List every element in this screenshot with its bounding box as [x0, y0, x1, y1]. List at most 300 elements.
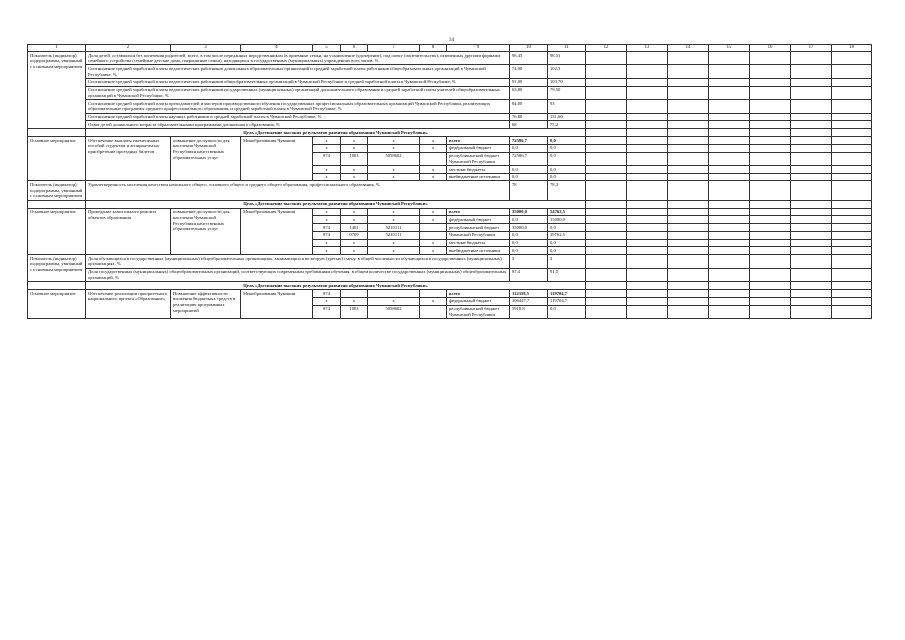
empty-cell: [750, 100, 791, 113]
col-number: 4: [241, 45, 313, 52]
value-col10: 78: [510, 181, 548, 200]
value-col10: 76,80: [510, 113, 548, 121]
empty-cell: [627, 224, 668, 232]
empty-cell: [791, 113, 832, 121]
empty-cell: [791, 282, 832, 290]
code-section: x: [341, 173, 368, 181]
code-target: x: [368, 173, 420, 181]
empty-cell: [791, 144, 832, 152]
empty-cell: [586, 216, 627, 224]
indicator-row: [28, 255, 872, 268]
empty-cell: [668, 78, 709, 86]
empty-cell: [586, 166, 627, 174]
column-number-row: [28, 45, 872, 52]
event-type: Основное мероприятие: [28, 208, 86, 254]
funding-source: местные бюджеты: [447, 166, 510, 174]
value-col10: 98,45: [510, 52, 548, 65]
empty-cell: [627, 216, 668, 224]
empty-cell: [668, 239, 709, 247]
empty-cell: [586, 144, 627, 152]
empty-cell: [627, 239, 668, 247]
code-target: x: [368, 144, 420, 152]
empty-cell: [709, 255, 750, 268]
empty-cell: [750, 239, 791, 247]
empty-cell: [791, 78, 832, 86]
value-col11: 98,51: [548, 52, 586, 65]
empty-cell: [668, 305, 709, 318]
event-executor: Минобразования Чувашии: [241, 137, 313, 181]
value-col10: 0,0: [510, 144, 548, 152]
empty-cell: [832, 166, 872, 174]
col-number: 1: [28, 45, 86, 52]
value-col10: 74,00: [510, 65, 548, 78]
goal-heading: Цель «Достижение высоких результатов развития образования Чувашской Республики»: [86, 282, 586, 290]
empty-cell: [709, 86, 750, 99]
indicator-row: [28, 65, 872, 78]
goal-row: [28, 200, 872, 208]
indicator-row: [28, 86, 872, 99]
col-number: 5: [313, 45, 341, 52]
empty-cell: [586, 129, 627, 137]
empty-cell: [791, 100, 832, 113]
empty-cell: [627, 144, 668, 152]
value-col11: 0,0: [548, 144, 586, 152]
empty-cell: [586, 65, 627, 78]
empty-cell: [750, 181, 791, 200]
page-number: 34: [449, 38, 454, 43]
empty-cell: [627, 282, 668, 290]
value-col11: 103,70: [548, 78, 586, 86]
event-task: повышение доступности для населения Чувашской Республики качественных образовательных услуг: [171, 137, 241, 181]
col-number: 9: [447, 45, 510, 52]
code-expense: x: [420, 173, 447, 181]
code-grbs: x: [313, 173, 341, 181]
col-number: 2: [86, 45, 171, 52]
empty-cell: [627, 152, 668, 165]
empty-cell: [791, 208, 832, 216]
event-type: Основное мероприятие: [28, 137, 86, 181]
indicator-text: Соотношение средней заработной платы педагогических работников дошкольных образовательных организаций и средней заработной платы работников общеобразовательных организаций в Чувашской Республике, %: [86, 65, 510, 78]
indicator-text: Доля обучающихся в государственных (муниципальных) общеобразовательных организациях, занимающихся во вторую (третью) смену, в общей численности обучающихся в государственных (муниципальных) организациях, %: [86, 255, 510, 268]
code-grbs: x: [313, 208, 341, 216]
code-section: x: [341, 166, 368, 174]
empty-cell: [668, 255, 709, 268]
empty-cell: [750, 121, 791, 129]
value-col11: 0,0: [548, 152, 586, 165]
empty-cell: [709, 216, 750, 224]
funding-source: федеральный бюджет: [447, 216, 510, 224]
code-target: x: [368, 247, 420, 255]
indicator-row: [28, 268, 872, 281]
code-grbs: 874: [313, 152, 341, 165]
empty-cell: [832, 113, 872, 121]
value-col10: 35000,0: [510, 224, 548, 232]
col-number: 13: [627, 45, 668, 52]
empty-cell: [586, 208, 627, 216]
value-col11: 79,50: [548, 86, 586, 99]
indicator-text: Соотношение средней заработной платы преподавателей и мастеров производственного обучения государственных профессиональных образовательных организаций Чувашской Республики, реализующих образовательные программы среднего профессионального образования, и средней заработной платы в Чувашской Республике, %: [86, 100, 510, 113]
empty-cell: [709, 144, 750, 152]
funding-source: республиканский бюджет Чувашской Республики: [447, 152, 510, 165]
value-col10: 3: [510, 255, 548, 268]
code-grbs: x: [313, 297, 341, 305]
value-col10: 35000,0: [510, 208, 548, 216]
empty-cell: [750, 290, 791, 298]
empty-cell: [832, 208, 872, 216]
empty-cell: [627, 137, 668, 145]
empty-cell: [750, 78, 791, 86]
empty-cell: [586, 231, 627, 239]
empty-cell: [832, 255, 872, 268]
empty-cell: [750, 129, 791, 137]
empty-cell: [832, 152, 872, 165]
empty-cell: [832, 121, 872, 129]
code-target: x: [368, 166, 420, 174]
empty-cell: [586, 152, 627, 165]
code-expense: x: [420, 297, 447, 305]
empty-cell: [791, 121, 832, 129]
indicator-text: Доля государственных (муниципальных) общеобразовательных организаций, соответствующих современным требованиям обучения, в общем количестве государственных (муниципальных) общеобразовательных организаций, %: [86, 268, 510, 281]
event-type: Основное мероприятие: [28, 290, 86, 319]
empty-cell: [750, 86, 791, 99]
funding-source: местные бюджеты: [447, 239, 510, 247]
code-expense: x: [420, 144, 447, 152]
value-col10: 0,0: [510, 173, 548, 181]
empty-cell: [791, 247, 832, 255]
empty-cell: [627, 297, 668, 305]
empty-cell: [586, 297, 627, 305]
col-number: 15: [709, 45, 750, 52]
funding-source: всего: [447, 137, 510, 145]
event-executor: Минобразования Чувашии: [241, 290, 313, 319]
empty-cell: [791, 297, 832, 305]
col-number: 7: [368, 45, 420, 52]
empty-cell: [586, 290, 627, 298]
empty-cell: [586, 200, 627, 208]
empty-cell: [832, 144, 872, 152]
empty-cell: [586, 255, 627, 268]
value-col10: 5910,8: [510, 305, 548, 318]
empty-cell: [832, 224, 872, 232]
value-col10: 0,0: [510, 231, 548, 239]
indicator-text: Охват детей дошкольного возраста образовательными программами дошкольного образования, %: [86, 121, 510, 129]
empty-cell: [586, 268, 627, 281]
empty-cell: [709, 152, 750, 165]
empty-cell: [791, 181, 832, 200]
empty-cell: [791, 129, 832, 137]
funding-source: внебюджетные источники: [447, 173, 510, 181]
empty-cell: [627, 78, 668, 86]
empty-cell: [668, 65, 709, 78]
indicator-label: Показатель (индикатор) подпрограммы, увязанный с основным мероприятием: [28, 52, 86, 129]
empty-cell: [709, 166, 750, 174]
indicator-text: Удовлетворенность населения качеством начального общего, основного общего и среднего общего образования, профессионального образования, %: [86, 181, 510, 200]
empty-cell: [791, 200, 832, 208]
value-col11: 93: [548, 100, 586, 113]
empty-cell: [586, 282, 627, 290]
empty-cell: [668, 166, 709, 174]
empty-cell: [627, 247, 668, 255]
empty-cell: [668, 268, 709, 281]
empty-cell: [586, 121, 627, 129]
empty-cell: [709, 100, 750, 113]
empty-cell: [627, 181, 668, 200]
funding-source: республиканский бюджет: [447, 224, 510, 232]
empty-cell: [586, 100, 627, 113]
empty-cell: [668, 113, 709, 121]
col-number: 18: [832, 45, 872, 52]
empty-cell: [668, 247, 709, 255]
indicator-text: Соотношение средней заработной платы педагогических работников государственных (муниципальных) организаций дополнительного образования и средней заработной платы учителей общеобразовательных организаций в Чувашской Республике, %: [86, 86, 510, 99]
event-name: Обеспечение выплаты ежемесячных пособий студентам и аспирантам на приобретение проездных билетов: [86, 137, 171, 181]
empty-cell: [668, 137, 709, 145]
value-col10: 63,80: [510, 86, 548, 99]
empty-cell: [627, 255, 668, 268]
code-grbs: 874: [313, 290, 341, 298]
goal-heading: Цель «Достижение высоких результатов развития образования Чувашской Республики»: [86, 129, 586, 137]
value-col11: 54762,5: [548, 208, 586, 216]
empty-cell: [709, 239, 750, 247]
empty-cell: [668, 52, 709, 65]
empty-cell: [750, 282, 791, 290]
code-section: 1003: [341, 305, 368, 318]
code-grbs: x: [313, 166, 341, 174]
empty-cell: [750, 65, 791, 78]
empty-cell: [750, 305, 791, 318]
empty-cell: [750, 247, 791, 255]
funding-row: [28, 208, 872, 216]
code-target: x: [368, 297, 420, 305]
program-table: [27, 44, 872, 319]
empty-cell: [791, 224, 832, 232]
empty-cell: [586, 113, 627, 121]
value-col11: 0,0: [548, 224, 586, 232]
empty-cell: [832, 297, 872, 305]
empty-cell: [750, 152, 791, 165]
empty-cell: [791, 268, 832, 281]
empty-cell: [709, 200, 750, 208]
indicator-label: Показатель (индикатор) подпрограммы, увязанный с основным мероприятием: [28, 255, 86, 282]
empty-cell: [750, 208, 791, 216]
value-col11: 75,2: [548, 121, 586, 129]
event-name: Проведение капитального ремонта объектов образования: [86, 208, 171, 254]
empty-cell: [668, 200, 709, 208]
code-grbs: 874: [313, 224, 341, 232]
value-col10: 112358,5: [510, 290, 548, 298]
empty-cell: [709, 231, 750, 239]
value-col11: 0,0: [548, 305, 586, 318]
empty-cell: [832, 290, 872, 298]
empty-cell: [668, 290, 709, 298]
code-grbs: x: [313, 144, 341, 152]
value-col11: 91,5: [548, 268, 586, 281]
empty-cell: [627, 100, 668, 113]
code-expense: [420, 224, 447, 232]
empty-cell: [709, 282, 750, 290]
empty-cell: [750, 113, 791, 121]
code-grbs: 874: [313, 231, 341, 239]
code-section: x: [341, 297, 368, 305]
empty-cell: [709, 173, 750, 181]
empty-cell: [709, 137, 750, 145]
empty-cell: [627, 52, 668, 65]
empty-cell: [832, 173, 872, 181]
empty-cell: [668, 224, 709, 232]
empty-cell: [586, 173, 627, 181]
empty-cell: [668, 86, 709, 99]
empty-cell: [668, 173, 709, 181]
empty-cell: [627, 268, 668, 281]
empty-cell: [28, 282, 86, 290]
empty-cell: [832, 52, 872, 65]
code-grbs: x: [313, 247, 341, 255]
empty-cell: [832, 231, 872, 239]
empty-cell: [709, 224, 750, 232]
code-grbs: x: [313, 216, 341, 224]
value-col11: 78,3: [548, 181, 586, 200]
funding-source: республиканский бюджет Чувашской Республики: [447, 305, 510, 318]
empty-cell: [832, 239, 872, 247]
code-section: x: [341, 137, 368, 145]
indicator-label: Показатель (индикатор) подпрограммы, увязанный с основным мероприятием: [28, 181, 86, 200]
empty-cell: [791, 137, 832, 145]
empty-cell: [586, 239, 627, 247]
empty-cell: [750, 52, 791, 65]
value-col11: 119704,7: [548, 290, 586, 298]
value-col10: 0,0: [510, 247, 548, 255]
col-number: 16: [750, 45, 791, 52]
value-col10: 68: [510, 121, 548, 129]
code-section: x: [341, 247, 368, 255]
value-col11: 119704,7: [548, 297, 586, 305]
funding-source: Чувашской Республики: [447, 231, 510, 239]
empty-cell: [832, 282, 872, 290]
empty-cell: [586, 247, 627, 255]
empty-cell: [832, 247, 872, 255]
empty-cell: [668, 297, 709, 305]
value-col11: 0,0: [548, 173, 586, 181]
empty-cell: [750, 224, 791, 232]
value-col11: 0,0: [548, 166, 586, 174]
code-section: [341, 290, 368, 298]
indicator-text: Соотношение средней заработной платы педагогических работников общеобразовательных организаций в Чувашской Республике и средней заработной платы в Чувашской Республике, %: [86, 78, 510, 86]
indicator-row: [28, 181, 872, 200]
funding-source: федеральный бюджет: [447, 297, 510, 305]
empty-cell: [28, 129, 86, 137]
empty-cell: [668, 231, 709, 239]
code-expense: x: [420, 166, 447, 174]
col-number: 10: [510, 45, 548, 52]
empty-cell: [709, 78, 750, 86]
code-grbs: 874: [313, 305, 341, 318]
empty-cell: [586, 181, 627, 200]
empty-cell: [791, 86, 832, 99]
code-expense: x: [420, 239, 447, 247]
empty-cell: [709, 113, 750, 121]
empty-cell: [791, 255, 832, 268]
empty-cell: [832, 78, 872, 86]
indicator-row: [28, 113, 872, 121]
indicator-row: [28, 100, 872, 113]
empty-cell: [750, 255, 791, 268]
funding-row: [28, 290, 872, 298]
col-number: 3: [171, 45, 241, 52]
indicator-row: [28, 52, 872, 65]
empty-cell: [791, 173, 832, 181]
code-section: 1401: [341, 224, 368, 232]
empty-cell: [750, 216, 791, 224]
empty-cell: [832, 216, 872, 224]
col-number: 17: [791, 45, 832, 52]
value-col11: 39762,5: [548, 231, 586, 239]
goal-row: [28, 282, 872, 290]
value-col11: 0,0: [548, 247, 586, 255]
empty-cell: [709, 290, 750, 298]
empty-cell: [28, 200, 86, 208]
empty-cell: [832, 129, 872, 137]
goal-row: [28, 129, 872, 137]
code-section: x: [341, 216, 368, 224]
code-expense: x: [420, 216, 447, 224]
empty-cell: [668, 129, 709, 137]
empty-cell: [832, 200, 872, 208]
empty-cell: [709, 121, 750, 129]
empty-cell: [586, 137, 627, 145]
value-col10: 0,0: [510, 216, 548, 224]
value-col10: 87,4: [510, 268, 548, 281]
indicator-row: [28, 78, 872, 86]
value-col11: 131,60: [548, 113, 586, 121]
empty-cell: [627, 113, 668, 121]
empty-cell: [668, 144, 709, 152]
empty-cell: [627, 129, 668, 137]
event-name: Обеспечение реализации приоритетного национального проекта «Образование»: [86, 290, 171, 319]
empty-cell: [627, 200, 668, 208]
empty-cell: [791, 231, 832, 239]
code-grbs: x: [313, 239, 341, 247]
code-target: x: [368, 216, 420, 224]
funding-source: внебюджетные источники: [447, 247, 510, 255]
funding-row: [28, 137, 872, 145]
empty-cell: [791, 239, 832, 247]
empty-cell: [832, 137, 872, 145]
empty-cell: [627, 173, 668, 181]
empty-cell: [627, 166, 668, 174]
empty-cell: [586, 224, 627, 232]
empty-cell: [750, 166, 791, 174]
code-target: [368, 290, 420, 298]
empty-cell: [750, 144, 791, 152]
empty-cell: [750, 200, 791, 208]
empty-cell: [627, 305, 668, 318]
code-target: x: [368, 137, 420, 145]
value-col10: 72586,7: [510, 137, 548, 145]
code-section: x: [341, 239, 368, 247]
code-section: 0709: [341, 231, 368, 239]
empty-cell: [668, 282, 709, 290]
empty-cell: [709, 181, 750, 200]
empty-cell: [750, 137, 791, 145]
empty-cell: [627, 208, 668, 216]
empty-cell: [709, 52, 750, 65]
code-expense: x: [420, 137, 447, 145]
empty-cell: [586, 78, 627, 86]
code-expense: [420, 152, 447, 165]
empty-cell: [750, 173, 791, 181]
code-target: x: [368, 208, 420, 216]
value-col11: 102,3: [548, 65, 586, 78]
funding-source: федеральный бюджет: [447, 144, 510, 152]
